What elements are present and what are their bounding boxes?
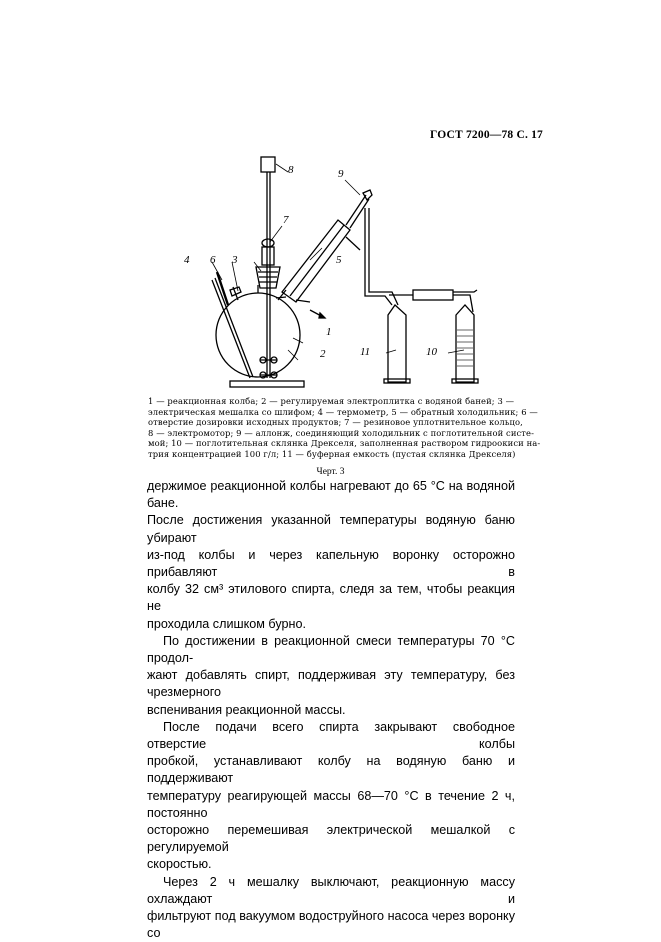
- reaction-flask: [216, 293, 300, 377]
- label-2: 2: [320, 348, 326, 360]
- caption-line: 1 — реакционная колба; 2 — регулируемая электроплитка с водяной баней; 3 —: [148, 396, 515, 406]
- label-7: 7: [283, 214, 289, 226]
- label-6: 6: [210, 254, 216, 266]
- label-5: 5: [336, 254, 342, 266]
- caption-line: мой; 10 — поглотительная склянка Дрекселя, заполненная раствором гидроокиси на-: [148, 438, 541, 449]
- body-text: [147, 478, 515, 942]
- paragraph-line: вспенивания реакционной массы.: [147, 702, 346, 717]
- electromotor: [261, 157, 275, 172]
- label-11: 11: [360, 346, 371, 358]
- figure-title: Черт. 3: [316, 467, 345, 477]
- label-8: 8: [288, 164, 294, 176]
- paragraph-line: фильтруют под вакуумом водоструйного насоса через воронку со: [147, 909, 515, 941]
- caption-line: отверстие дозировки исходных продуктов; 7 — резиновое уплотнительное кольцо,: [148, 417, 523, 428]
- paragraph-line: После подачи всего спирта закрывают свободное отверстие колбы: [147, 719, 515, 752]
- caption-line: 8 — электромотор; 9 — аллонж, соединяющий холодильник с поглотительной систе-: [148, 427, 535, 438]
- paragraph-line: температуру реагирующей массы 68—70 °С в течение 2 ч, постоянно: [147, 788, 515, 820]
- caption-line: электрическая мешалка со шлифом; 4 — термометр, 5 — обратный холодильник; 6 —: [148, 406, 538, 417]
- caption-line: трия концентрацией 100 г/л; 11 — буферная емкость (пустая склянка Дрекселя): [148, 448, 516, 459]
- label-9: 9: [338, 168, 344, 180]
- paragraph-line: По достижении в реакционной смеси температуры 70 °С продол-: [147, 633, 515, 666]
- absorption-flask: [456, 305, 474, 382]
- allonge: [346, 195, 366, 225]
- paragraph-line: Через 2 ч мешалку выключают, реакционную массу охлаждают и: [147, 874, 515, 906]
- label-10: 10: [426, 346, 437, 358]
- label-4: 4: [184, 254, 190, 266]
- paragraph-line: После достижения указанной температуры водяную баню убирают: [147, 513, 515, 545]
- label-3: 3: [232, 254, 238, 266]
- apparatus-diagram: [170, 150, 500, 395]
- rubber-ring: [262, 239, 274, 247]
- paragraph-line: жают добавлять спирт, поддерживая эту температуру, без чрезмерного: [147, 668, 515, 700]
- paragraph-line: держимое реакционной колбы нагревают до 65 °С на водяной бане.: [147, 479, 515, 511]
- paragraph-line: скоростью.: [147, 857, 212, 872]
- paragraph-line: колбу 32 см³ этилового спирта, следя за тем, чтобы реакция не: [147, 582, 515, 614]
- hot-plate: [230, 381, 304, 387]
- paragraph-line: проходила слишком бурно.: [147, 616, 306, 631]
- paragraph-line: из-под колбы и через капельную воронку осторожно прибавляют в: [147, 547, 515, 580]
- paragraph-line: пробкой, устанавливают колбу на водяную баню и поддерживают: [147, 754, 515, 786]
- figure-caption: [148, 396, 541, 460]
- label-1: 1: [326, 326, 332, 338]
- buffer-flask: [388, 305, 406, 382]
- dosing-opening: [230, 287, 241, 296]
- page-header: ГОСТ 7200—78 С. 17: [430, 129, 543, 141]
- apparatus-figure: [170, 150, 500, 395]
- paragraph-line: осторожно перемешивая электрической мешалкой с регулируемой: [147, 823, 515, 855]
